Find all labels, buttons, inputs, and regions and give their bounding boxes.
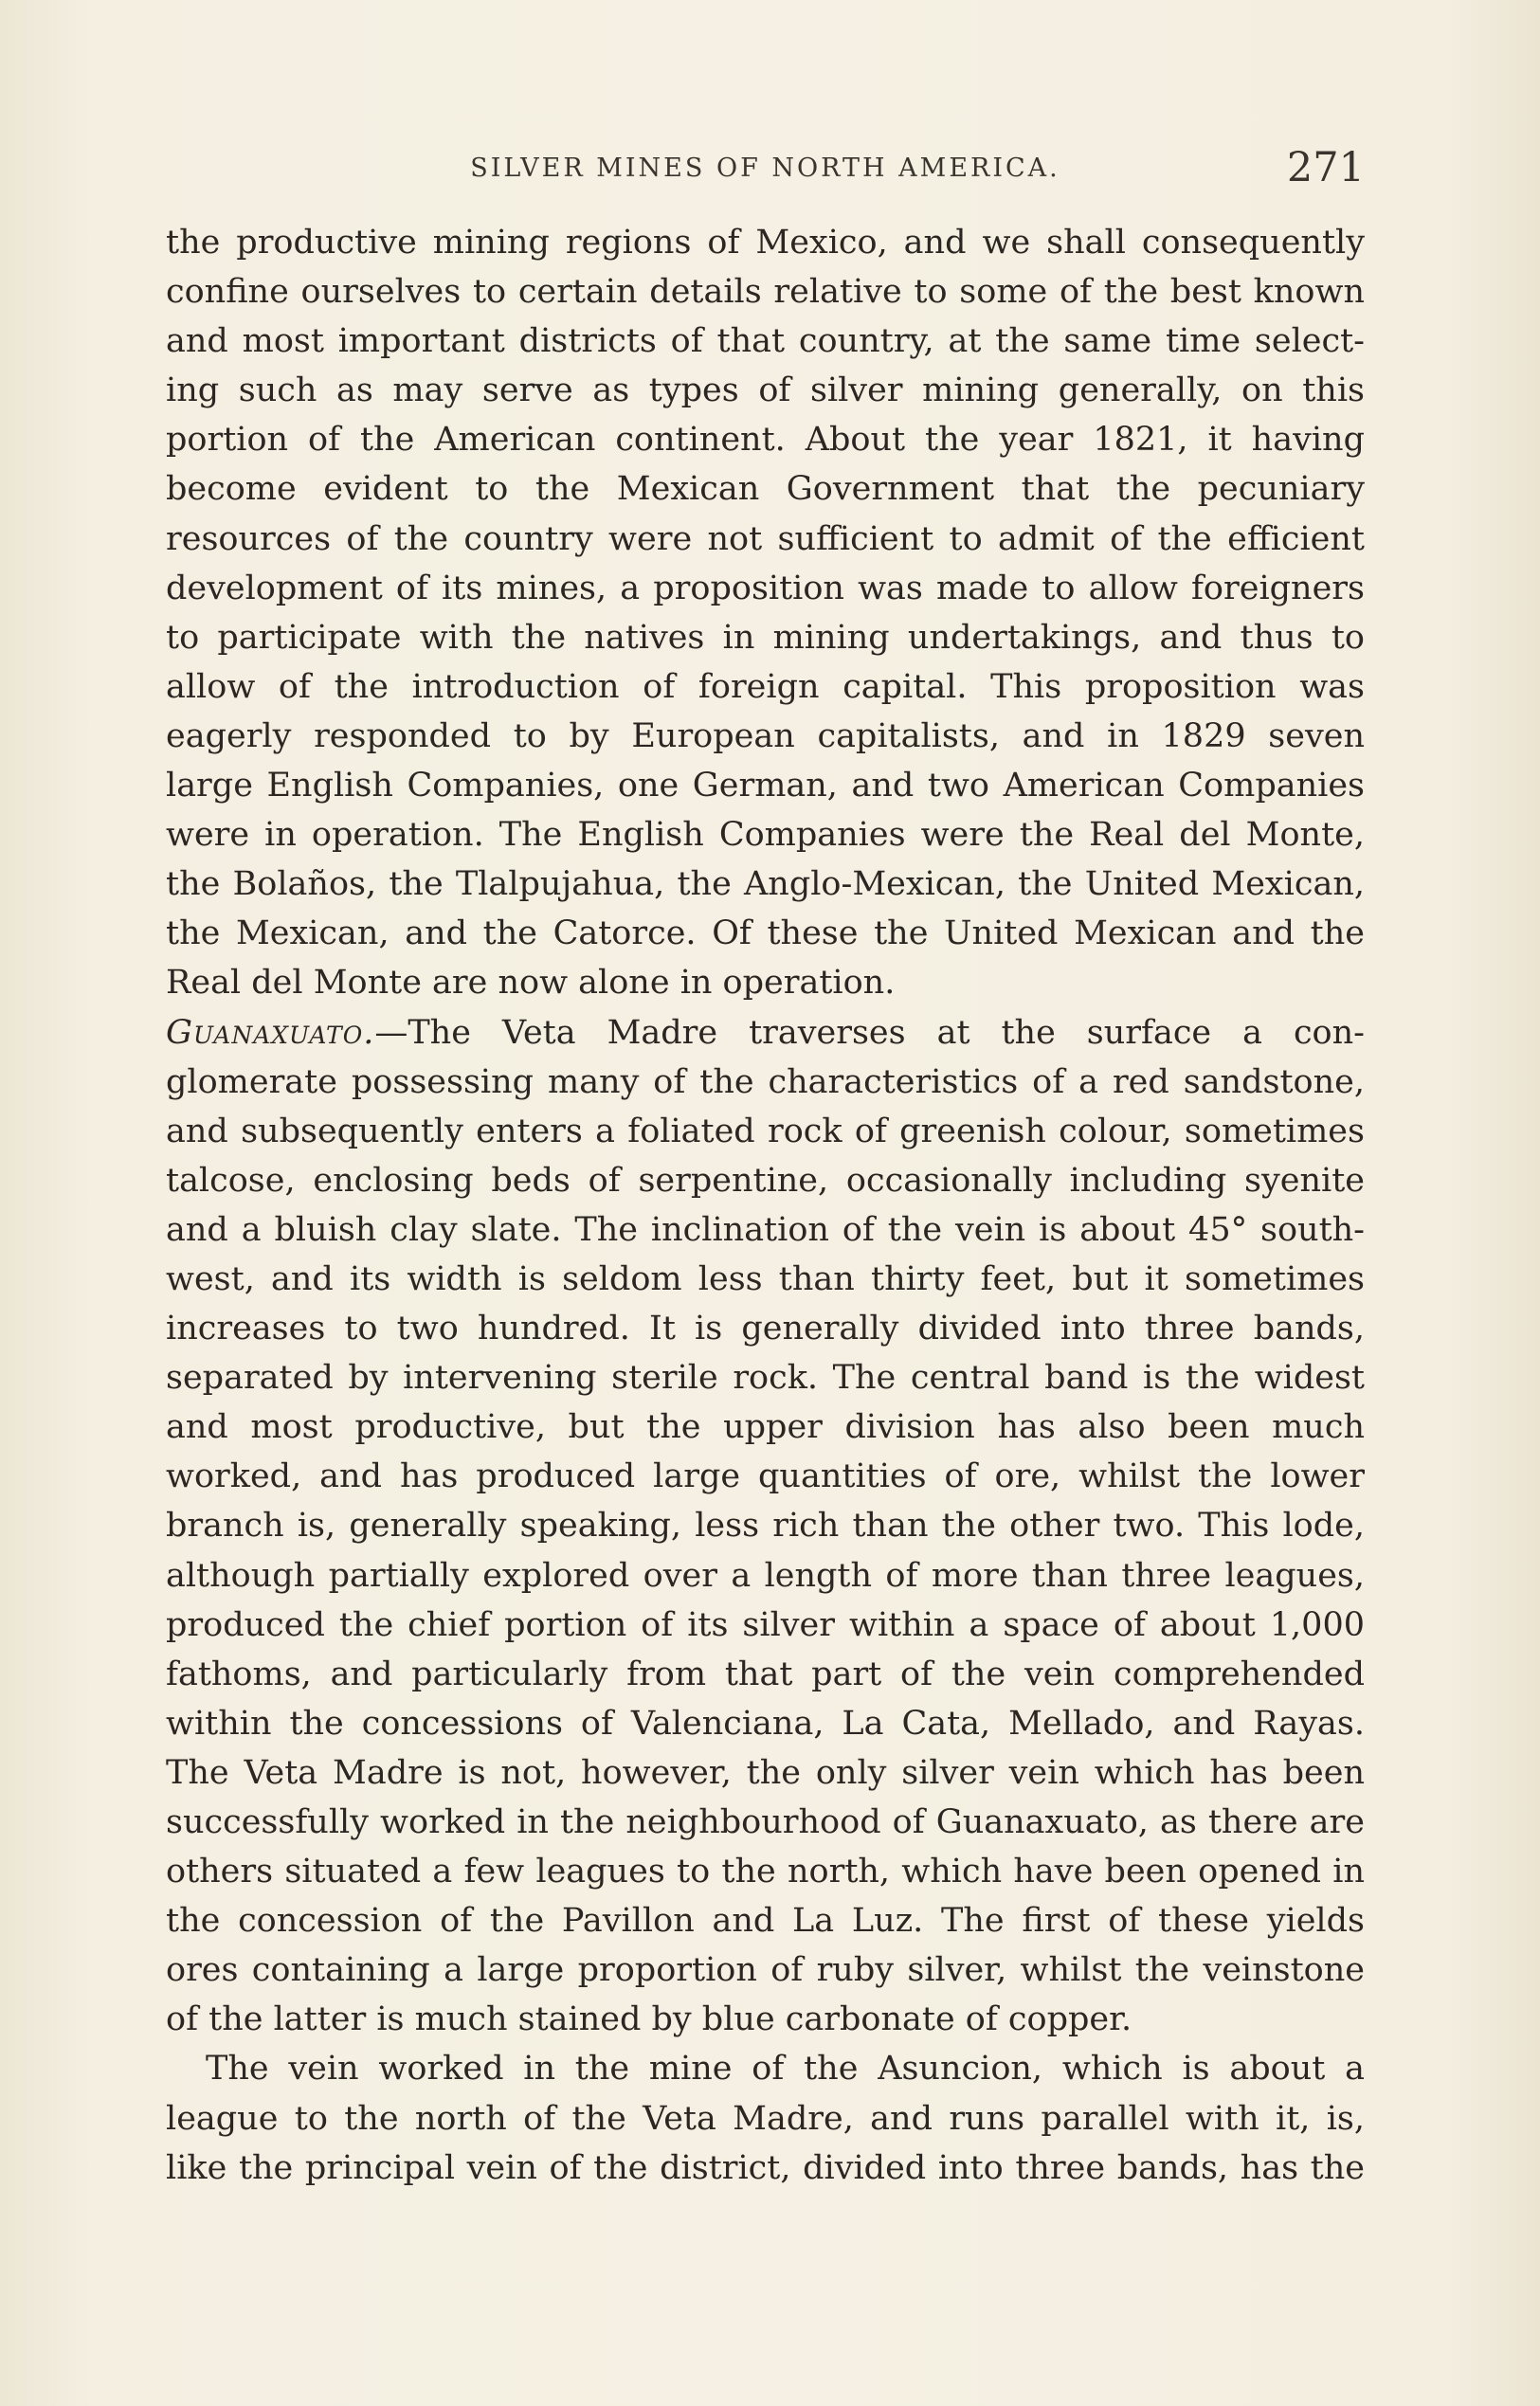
text-line: talcose, enclosing beds of serpentine, occasionally including syenite — [166, 1161, 1365, 1200]
text-line: allow of the introduction of foreign capital. This proposition was — [166, 667, 1365, 706]
text-line: the productive mining regions of Mexico, and we shall consequently — [166, 224, 1365, 262]
text-line: branch is, generally speaking, less rich than the other two. This lode, — [166, 1507, 1365, 1546]
text-line: within the concessions of Valenciana, La Cata, Mellado, and Rayas. — [166, 1704, 1365, 1743]
text-line: the Mexican, and the Catorce. Of these the United Mexican and the — [166, 914, 1365, 953]
page-number: 271 — [1286, 144, 1365, 191]
text-line: ores containing a large proportion of ruby silver, whilst the veinstone — [166, 1951, 1365, 1990]
text-line: were in operation. The English Companies were the Real del Monte, — [166, 816, 1365, 855]
text-line: and most important districts of that country, at the same time select- — [166, 322, 1365, 361]
text-line: separated by intervening sterile rock. The central band is the widest — [166, 1359, 1365, 1398]
text-line: produced the chief portion of its silver within a space of about 1,000 — [166, 1605, 1365, 1644]
text-line: increases to two hundred. It is generally divided into three bands, — [166, 1310, 1365, 1348]
section-heading: Guanaxuato. — [166, 1013, 375, 1052]
text-line: ing such as may serve as types of silver mining generally, on this — [166, 371, 1365, 410]
text-line: although partially explored over a length of more than three leagues, — [166, 1556, 1365, 1595]
text-line: west, and its width is seldom less than thirty feet, but it sometimes — [166, 1259, 1365, 1298]
body-text — [166, 218, 1365, 2193]
text-line: large English Companies, one German, and two American Companies — [166, 767, 1365, 805]
text-line-paragraph-start: The vein worked in the mine of the Asuncion, which is about a — [206, 2050, 1365, 2089]
text-line: and most productive, but the upper division has also been much — [166, 1408, 1365, 1447]
text-line: resources of the country were not sufficient to admit of the efficient — [166, 519, 1365, 558]
text-line: The Veta Madre is not, however, the only silver vein which has been — [166, 1753, 1365, 1792]
running-title: SILVER MINES OF NORTH AMERICA. — [470, 154, 1060, 183]
text-line: others situated a few leagues to the north, which have been opened in — [166, 1853, 1365, 1891]
text-line: Real del Monte are now alone in operation. — [166, 964, 896, 1003]
text-line: worked, and has produced large quantities of ore, whilst the lower — [166, 1457, 1365, 1496]
text-line: of the latter is much stained by blue carbonate of copper. — [166, 2000, 1132, 2039]
text-line: development of its mines, a proposition was made to allow foreigners — [166, 569, 1365, 607]
text-line: eagerly responded to by European capitalists, and in 1829 seven — [166, 716, 1365, 755]
text-line: become evident to the Mexican Government that the pecuniary — [166, 470, 1365, 509]
text-line: confine ourselves to certain details relative to some of the best known — [166, 273, 1365, 312]
text-line: to participate with the natives in mining undertakings, and thus to — [166, 618, 1365, 657]
text-line: league to the north of the Veta Madre, and runs parallel with it, is, — [166, 2099, 1365, 2138]
text-line: and subsequently enters a foliated rock of greenish colour, sometimes — [166, 1112, 1365, 1150]
text-line: and a bluish clay slate. The inclination of the vein is about 45° south- — [166, 1210, 1365, 1249]
text-line: glomerate possessing many of the characteristics of a red sandstone, — [166, 1062, 1365, 1101]
text-line: fathoms, and particularly from that part of the vein comprehended — [166, 1655, 1365, 1693]
text-line: successfully worked in the neighbourhood of Guanaxuato, as there are — [166, 1803, 1365, 1841]
text-line: the concession of the Pavillon and La Luz. The first of these yields — [166, 1902, 1365, 1941]
text-line: like the principal vein of the district, divided into three bands, has the — [166, 2148, 1365, 2187]
text-line: portion of the American continent. About the year 1821, it having — [166, 421, 1365, 460]
text-line-section-start — [166, 1008, 1365, 1058]
text-line: the Bolaños, the Tlalpujahua, the Anglo-Mexican, the United Mexican, — [166, 865, 1365, 904]
running-head — [166, 144, 1365, 193]
section-line-text: —The Veta Madre traverses at the surface a con- — [374, 1013, 1365, 1052]
